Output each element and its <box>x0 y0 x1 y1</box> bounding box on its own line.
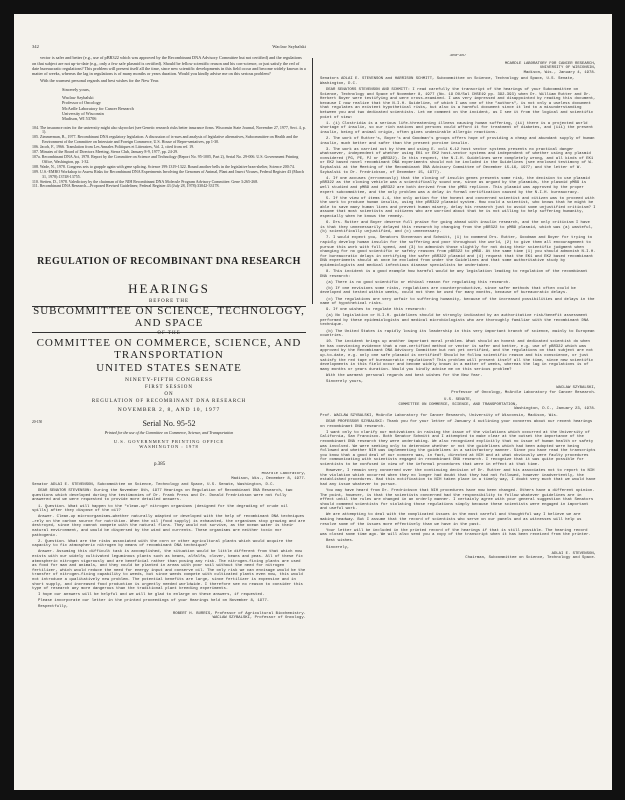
letter-paragraph: 1. Question. What will happen to the "clean-up" nitrogen organisms (designed for the degrading of crude oil spills) after they dispose of the oil? <box>32 504 288 514</box>
letter-paragraph: I want only to clarify our motivations in raising the issue of the violations which occurred at the University of California, San Francisco. Both Senator Schmitt and I attempted to make clear at the outset the importance of the recombinant DNA research they were undertaking. We also recognized explicitly that no issue of human health or safety was involved. We were seeking only to determine whether or not the guidelines which had been adopted were being followed and whether NIH was implementing the guidelines in a satisfactory manner. Since you have read the transcripts you know that a good deal of our concern was, in fact, directed at NIH and at what obviously were faulty procedures for communicating with scientists engaged in recombinant DNA research. I recognize that it was quite possible for scientists to be confused in view of the informal procedures that were in effect at that time. <box>320 430 596 467</box>
left-top-column <box>32 44 306 244</box>
column-divider <box>312 58 313 304</box>
on-label: ON <box>164 392 174 397</box>
senate-name: UNITED STATES SENATE <box>96 362 242 374</box>
sig-line: McArdle Laboratory for Cancer Research <box>62 105 134 111</box>
page-header <box>32 44 306 49</box>
hearing-title-page <box>32 252 306 449</box>
closing: Respectfully, <box>38 605 69 610</box>
letter-paragraph: (b) If one envisions some risks, regulations are counterproductive, since safer methods that often could be developed and tested within weeks, could not then be used for many months, because of bureaucratic delays. <box>320 286 576 296</box>
letter-paragraph: 2. The work of Rutter's, Boyer's and Goodman's groups offers hope of providing a cheap and abundant supply of human insulin, much better and safer than the present porcine insulin. <box>320 137 595 146</box>
letter-paragraph: 4. If one accuses (erroneously) that the cloning of insulin genes presents some risk, the decision to use plasmid pBR322 as the cloning vehicle was a scientifically sound one, since as argued by the plasmids, the plasmid pMB9 is well studied and pMB9 and pBR322 are both derived from the pMB1 replicon. This plasmid was approved by the proper expert subcommittee, and the only problem was a delay in formal certification caused by the N.I.H. bureaucracy. <box>320 176 590 195</box>
serial-number: Serial No. 95-52 <box>142 419 196 428</box>
printed-for: Printed for the use of the Committee on Commerce, Science, and Transportation <box>104 430 234 435</box>
signature: ADLAI E. STEVENSON, <box>551 551 596 556</box>
printer-name: U.S. GOVERNMENT PRINTING OFFICE <box>113 439 225 444</box>
reference-item: 107. Minutes of the Board of Directors Meeting, Sierra Club, January 8-9, 1977, pp. 24-29. <box>32 149 179 155</box>
letter-paragraph: Your letter will be included in the printed record of the hearings if that is still possible. The hearing record was closed some time ago. We will also send you a copy of the transcript when it has been received from the printer. <box>320 528 591 538</box>
signature-title: Chairman, Subcommittee on Science, Technology and Space. <box>465 556 596 561</box>
letter-date: Madison, Wis., January 4, 1978. <box>523 70 596 75</box>
right-column <box>320 54 596 784</box>
reference-item: 109. U.S.-EMBO Workshop to Assess Risks for Recombinant DNA Experiments Involving the Genomes of Animal, Plant and Insect Viruses, Federal Register 43 (March 31, 1978):13748-13755. <box>32 168 304 179</box>
sig-line: Madison, WI 53706 <box>62 116 97 122</box>
closing: Sincerely, <box>326 545 350 550</box>
sig-line: Waclaw Szybalski <box>62 95 94 101</box>
reference-item: 111. Recombinant DNA Research—Proposed Revised Guidelines; Federal Register 43 (July 28, 1978):33042-33178. <box>32 183 220 189</box>
lab-heading: McArdle Laboratory, <box>261 472 306 476</box>
letter-paragraph: With the warmest personal regards and best wishes for the New Year. <box>40 78 160 84</box>
letterhead: COMMITTEE ON COMMERCE, SCIENCE, AND TRANSPORTATION, <box>398 402 518 407</box>
lab-date: Madison, Wis., December 8, 1977. <box>231 476 306 481</box>
letter-paragraph: 7. I would expect you, Senators Stevenson and Schmitt, (1) to commend Drs. Rutter, Goodman and Boyer for trying to rapidly develop human insulin for the suffering and poor throughout the world, (2) to give them all encouragement to pursue this work with full speed, and (3) to admonish those slightly for not doing their scientific judgment when changing for no good scientific or safety reasons from pBR322 to pMB9. At the same time (1) you should admonish N.I.H. for bureaucratic delays in certifying the safer pBR322 plasmid and (4) request that the EK1 and EK2 based recombinant DNA experiments should at once be excluded from under the Guidelines and that some authoritative study by epidemiologists and medical infectious disease specialists be undertaken. <box>320 236 596 268</box>
hearing-dates: NOVEMBER 2, 8, AND 10, 1977 <box>117 407 221 413</box>
reference-item: 107a. Recombinant DNA Act, 1978. Report by the Committee on Science and Technology (Report No. 95-1005, Part 2), Serial No. 29-006. U.S. Government Printing Office, Washington, pp. 1-32. <box>32 154 299 164</box>
reference-item: 104. The insurance rates for the university might also skyrocket (see Genetic research risks better insurance firms. Wisconsin State Journal, November 27, 1977, Sect. 4, p. 1). <box>32 124 306 135</box>
letterhead: U.S. SENATE, <box>443 398 473 403</box>
hearing-topic: REGULATION OF RECOMBINANT DNA RESEARCH <box>91 399 247 404</box>
letter-date: Washington, D.C., January 23, 1978. <box>514 407 596 412</box>
letterhead: MCARDLE LABORATORY FOR CANCER RESEARCH, <box>504 61 596 66</box>
page-number-386-387: 386-387 <box>449 54 467 58</box>
closing: Best wishes. <box>326 539 355 544</box>
letter-paragraph: Please incorporate our letter in the printed proceedings of your Hearings held on November 8, 1977. <box>38 599 270 604</box>
letter-paragraph: Answer. Clean-up microorganisms—whether naturally adapted or developed with the help of recombinant DNA techniques—rely on the carbon source for nutrition. When the oil (food supply) is exhausted, the organisms stop growing and are destroyed, since they cannot compete with the natural flora. They would not survive, as the ocean water is their natural environment, and would be dispersed by the wind and currents. These organisms are neither toxic nor pathogenic. <box>32 515 306 538</box>
letter-paragraph: 10. The incident brings up another important moral problem. What should an honest and dedicated scientist do when he has convincing evidence that a non-certified method or vector is safer and better, e.g. use of pBR322 which was approved by the Recombinant DNA Advisory Committee but not yet certified, and the regulations on that subject are not up-to-date, e.g. only one safe plasmid is certified? Should he follow scientific reason and his conscience, or just satisfy the red tape of bureaucratic regulations? This problem will present itself all the time, since new scientific developments in this field occur and become widely known in a matter of weeks, whereas the lag in regulations is of many months or years duration. Would you kindly advise me on this serious problem? <box>320 340 594 372</box>
reference-item: 105. Zimmerman, B., 1977. Recombinant DNA regulatory legislation. A discussion of is-sues and analysis of legislative alternatives, Subcommittee on Health and the Environment of the Committee on Interstate and Foreign Commerce, U.S. House of Repre-sentatives, pp 1-30. <box>32 134 298 145</box>
sig-line: Professor of Oncology <box>62 100 101 106</box>
letter-paragraph: We are attempting to deal with the complicated issues in the most careful and thoughtful way I believe we are making headway. But I assume that the record of scientists who serve on our panels and as witnesses will help us resolve some of the issues more effectively than we have in the past. <box>320 513 582 527</box>
addressee: Senators ADLAI E. STEVENSON and HARRISON SCHMITT, Subcommittee on Science, Technology and Space, U.S. Senate, Washington, D.C. <box>320 77 575 86</box>
signature: WACLAW SZYBALSKI, Professor of Oncology. <box>212 616 306 621</box>
signature-block <box>62 87 306 122</box>
letter-paragraph: 5. If the view of items 1-4, the only action for the honest and concerned scientist and citizen was to proceed with the work to produce human insulin, using the pBR322 plasmid system. How could a scientist, who knows that he might be able to save many human lives and prevent human misery, delay his research just to avoid some unjustified criticism? I assume that most scientists and citizens who are worried about that he is not willing to help suffering humanity, especially when he knows the remedy. <box>320 196 596 219</box>
page-number-385: p.385 <box>154 462 166 467</box>
letter-paragraph: (b) The United States is rapidly losing its leadership in this very important branch of science, mainly to European countries. <box>320 329 595 339</box>
letter-paragraph: 8. This incident is a good example how harmful would be any legislation leading to regulation of the recombinant DNA research: <box>320 270 588 279</box>
letterhead: UNIVERSITY OF WISCONSIN, <box>539 66 596 71</box>
reference-item: 108. Wade, N., 1978. Congress sets to grapple again with gene splicing. Science 199:1319-1322. Round another bells in the legislative bran-shelter, Science 200:74. <box>32 163 295 169</box>
running-head: REGULATION OF RECOMBINANT DNA RESEARCH <box>37 256 301 267</box>
hearings-title: HEARINGS <box>128 281 210 296</box>
letter-paragraph: 6. Drs. Rutter and Boyer deserve full praise for going ahead with insulin research, and the only criticism I have is that they unnecessarily delayed this research by changing from the pBR322 to pMB9 plasmid, which was (a) wasteful, (b) scientifically unjustified, and (c) unnecessary. <box>320 221 594 235</box>
rule-line <box>32 332 306 333</box>
letter-paragraph: 3. The work as carried out by them and using E. coli K-12 host vector systems presents no practical danger whatsoever, independent of whether using EK1 or EK2 host-vector systems and independent of whether using any plasmid considered (PG, PE, PJ or pBR322). In this respect, the N.I.H. Guidelines were completely wrong, and all kinds of EK1 or EK2 based novel recombinant DNA experiments should not be included in the Guidelines (see enclosed testimony of W. Szybalski at the Meeting of the Recombinant DNA Advisory Committee of December 15-16, 1977; and the letter of W. Szybalski to Dr. Fredrickson, of December 15, 1977). <box>320 147 594 175</box>
letter-paragraph: 1. (i) Clostridia is a serious life-threatening illness causing human suffering, (ii) there is a projected world shortage of insulin, so our rich nations and persons could afford it for treatment of diabetes, and (iii) the present insulin, being of animal origin, often gives undesirable allergic reactions. <box>320 121 594 135</box>
letter-paragraph: (c) The regulations are very unfair to suffering humanity, because of the increased possibilities and delays in the name of hypothetical risks. <box>320 297 595 307</box>
catalog-number: 20-150 <box>32 420 43 424</box>
letter-paragraph: DEAR SENATORS STEVENSON AND SCHMITT: I read carefully the transcript of the hearings of your Subcommittee on Science, Technology and Space of November 8, 1977 (No. 19 DO/Sal CHSE19 pp. 392-393) when Dr. William Rutter and Dr. Herbert Boyer were testifying and were cross-examined. I was very impressed and disappointed by reading this document, because I now realize that the N.I.H. Guideline, of which I was one of the "authors", is not only a useless document that regulates an existent hypothetical risks, but also is a harmful document since it led to a misunderstanding between you and two dedicated scientists. Let me comment on the incident, as I see it from the logical and scientific point of view: <box>320 88 596 120</box>
letter-paragraph: DEAR SENATOR STEVENSON: During the November 8th, 1977 Hearings on Regulation of Recombinant DNA Research, two questions which developed during the testimonies of Dr. Frank Press and Dr. Donald Fredrickson were not fully answered and we were requested to provide more detailed answers. <box>32 489 293 503</box>
document-page <box>14 14 612 790</box>
letter-paragraph: 9. If one wishes to regulate this research: <box>326 308 427 313</box>
reference-list <box>32 126 306 190</box>
signature: ROBERT H. BURRIS, Professor of Agricultural Biochemistry. <box>172 611 306 616</box>
addressee: Prof. WACLAW SZYBALSKI, McArdle Laboratory for Cancer Research, University of Wisconsin, Madison, Wis. <box>320 414 559 419</box>
reference-item: 110. Stetten, D., 1978. Valedictory by the chairman of the NIH Recombinant DNA Molecule Program Advisory Committee. Gene 3:265-268. <box>32 178 259 184</box>
letter-paragraph: DEAR PROFESSOR SZYBALSKI: Thank you for your letter of January 4 outlining your concerns about our recent hearings on recombinant DNA research. <box>320 420 593 429</box>
page-number: 342 <box>32 44 39 49</box>
letter-paragraph: 2. Question. What are the risks associated with the corn or other agricultural plants which would acquire the capacity to fix atmospheric nitrogen by means of recombinant DNA technique? <box>32 539 293 549</box>
of-the: OF THE <box>157 331 181 336</box>
letter-paragraph: Answer. Assuming this difficult task is accomplished, the situation would be little different from that which now exists with our widely cultivated leguminous plants such as beans, alfalfa, clover, beans and peas. All of these fix atmospheric nitrogen vigorously and are beneficial rather than posing any risk. The nitrogen-fixing plants are used as food for man and animals, and they could be planted in areas with poor soil without the need for nitrogen fertilizer, which would reduce the need for energy input and conserve oil. The only risk we can envisage would be the transfer of nitrogen-fixing capability to weeds, but since weeds compete with cultivated plants even now, this would not introduce a qualitatively new problem. The potential benefits are large, since fertilizer is expensive and in short supply, and increased food production is urgently needed worldwide. I therefore see no reason to consider this type of research any more dangerous than the traditional plant breeding experiments. <box>32 550 306 592</box>
congress-name: NINETY-FIFTH CONGRESS <box>124 377 214 383</box>
letter-paragraph: You may have heard from Dr. Fredrickson that NIH procedures have now been changed. Others have a different opinion. The point, however, is that the scientists concerned had the responsibility to follow whatever guidelines are in effect until the rules are changed in an orderly manner. I certainly agree with your general suggestion that Senators should commend scientists for violating those regulations simply because these scientists were engaged in important and useful work. <box>320 488 595 512</box>
closing: Sincerely yours, <box>62 86 90 92</box>
letter-paragraph: I hope our answers will be helpful and we will be glad to enlarge on these answers, if requested. <box>38 593 265 598</box>
session-name: FIRST SESSION <box>144 385 194 390</box>
printer-place: WASHINGTON : 1978 <box>139 444 199 449</box>
left-bottom-column <box>32 472 306 772</box>
letter-paragraph: vector is safer and better (e.g., use of pBR322 which was approved by the Recombinant DNA Advisory Committee but not certified) and the regulations on that subject are not up-to-date (e.g., only a few safe plasmid is certified). Should be fellow scientific reason and his con-science, or just satisfy the red of date bureaucratic regulations? This problem will present itself all the time, since new scientific developments in this field occur and become widely known in a matter of weeks, whereas the lag in regulations is of many months or years duration. Would you kindly advise me on this serious problem? <box>32 55 306 77</box>
running-author: Waclaw Szybalski <box>272 44 306 49</box>
committee-name: COMMITTEE ON COMMERCE, SCIENCE, AND TRANSPORTATION <box>36 337 302 361</box>
signature-title: Professor of Oncology, McArdle Laboratory for Cancer Research. <box>451 390 596 395</box>
sig-line: University of Wisconsin <box>62 110 104 116</box>
rule-line <box>32 306 306 307</box>
letter-paragraph: (a) No legislation or N.I.H. guidelines should be strongly indicated by an authoritative risk/benefit assessment performed by these epidemiologists and medical microbiologists who are thoroughly familiar with the recombinant DNA technique. <box>320 314 589 328</box>
closing: Sincerely yours, <box>326 380 364 384</box>
reference-item: 106. Jacob, F., 1966. Translation from Les Annales Politiques et Litteraires, Vol. 2, cited from ref. 19. <box>32 144 195 150</box>
before-the: BEFORE THE <box>148 299 190 304</box>
subcommittee-name: SUBCOMMITTEE ON SCIENCE, TECHNOLOGY, AND SPACE <box>33 305 305 329</box>
letter-paragraph: With the warmest personal regards and best wishes for the New Year. <box>326 373 483 378</box>
signature: WACLAW SZYBALSKI, <box>556 386 596 391</box>
letter-paragraph: (a) There is no good scientific or ethical reason for regulating this research. <box>326 280 511 285</box>
addressee: Senator ADLAI E. STEVENSON, Subcommittee on Science, Technology and Space, U.S. Senate, Washington, D.C. <box>32 483 275 488</box>
letter-paragraph: However, I remain very concerned over the continuing decision of Dr. Rutter and his associates not to report to NIH the violation which occurred when they no longer had doubt that they had not followed, however inadvertently, the established procedures. Had this notification to NIH taken place in a timely way, I doubt very much that we would have had any issue whatever to pursue. <box>320 469 596 487</box>
